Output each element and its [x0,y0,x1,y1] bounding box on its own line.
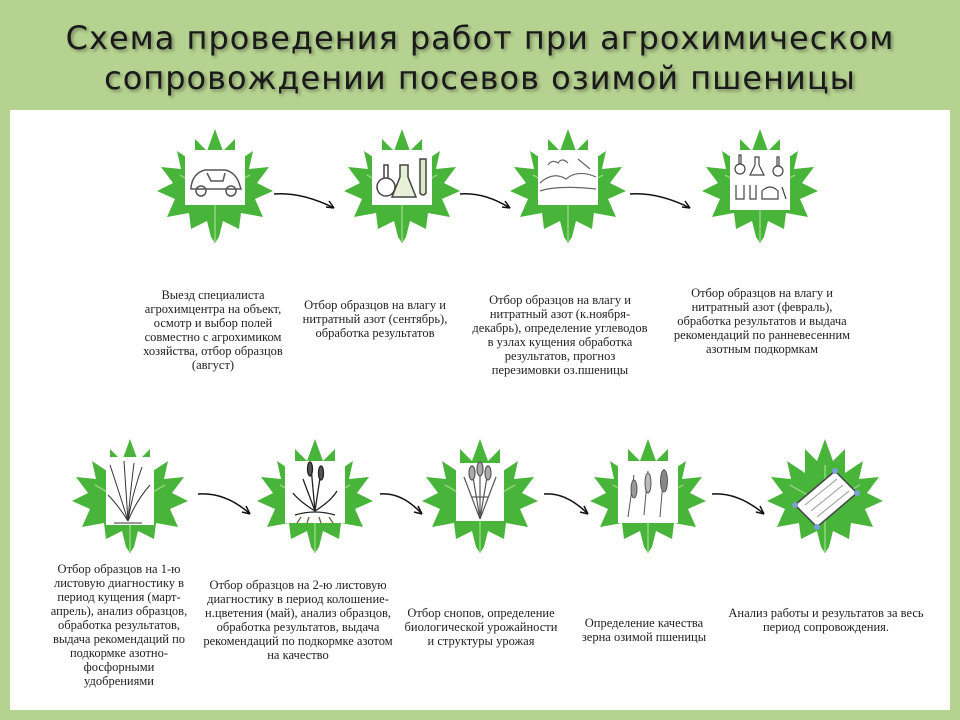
step-5-caption: Отбор образцов на 1-ю листовую диагностику в период кущения (март-апрель), анализ образцов, обработка результатов, выдача рекомендаций по подкормке азотно-фосфорными удобрениями [50,562,188,688]
step-6-caption: Отбор образцов на 2-ю листовую диагностику в период колошение-н.цветения (май), анализ образцов, обработка результатов, выдача рекомендаций по подкормке азотом на качество [203,578,393,662]
step-7-caption: Отбор снопов, определение биологической урожайности и структуры урожая [404,606,558,648]
step-1-caption: Выезд специалиста агрохимцентра на объект, осмотр и выбор полей совместно с агрохимиком хозяйства, отбор образцов (август) [143,288,283,372]
step-2-caption: Отбор образцов на влагу и нитратный азот (сентябрь), обработка результатов [302,298,448,340]
slide-title [0,18,960,98]
arrow-1-2 [272,188,344,218]
arrow-8-9 [710,488,770,522]
leaf-step-5 [70,435,190,555]
title-line-1: Схема проведения работ при агрохимическом [65,19,895,57]
leaf-step-8 [588,435,708,555]
arrow-5-6 [196,488,258,522]
leaf-step-1 [155,125,275,245]
arrow-3-4 [628,188,700,218]
leaf-step-4 [700,125,820,245]
step-3-caption: Отбор образцов на влагу и нитратный азот (к.ноября-декабрь), определение углеводов в узлах кущения обработка результатов, прогноз перезимовки оз.пшеницы [472,293,648,377]
step-9-caption: Анализ работы и результатов за весь период сопровождения. [728,606,924,634]
scheme-panel [10,110,950,710]
arrow-7-8 [542,488,594,522]
leaf-step-2 [342,125,462,245]
title-line-2: сопровождении посевов озимой пшеницы [104,59,856,97]
leaf-step-6 [255,435,375,555]
arrow-6-7 [378,488,428,522]
arrow-2-3 [458,188,518,218]
leaf-step-9 [765,435,885,555]
leaf-step-3 [508,125,628,245]
step-8-caption: Определение качества зерна озимой пшеницы [581,616,707,644]
step-4-caption: Отбор образцов на влагу и нитратный азот (февраль), обработка результатов и выдача рекомендаций по ранневесенним азотным подкормкам [673,286,851,356]
leaf-step-7 [420,435,540,555]
